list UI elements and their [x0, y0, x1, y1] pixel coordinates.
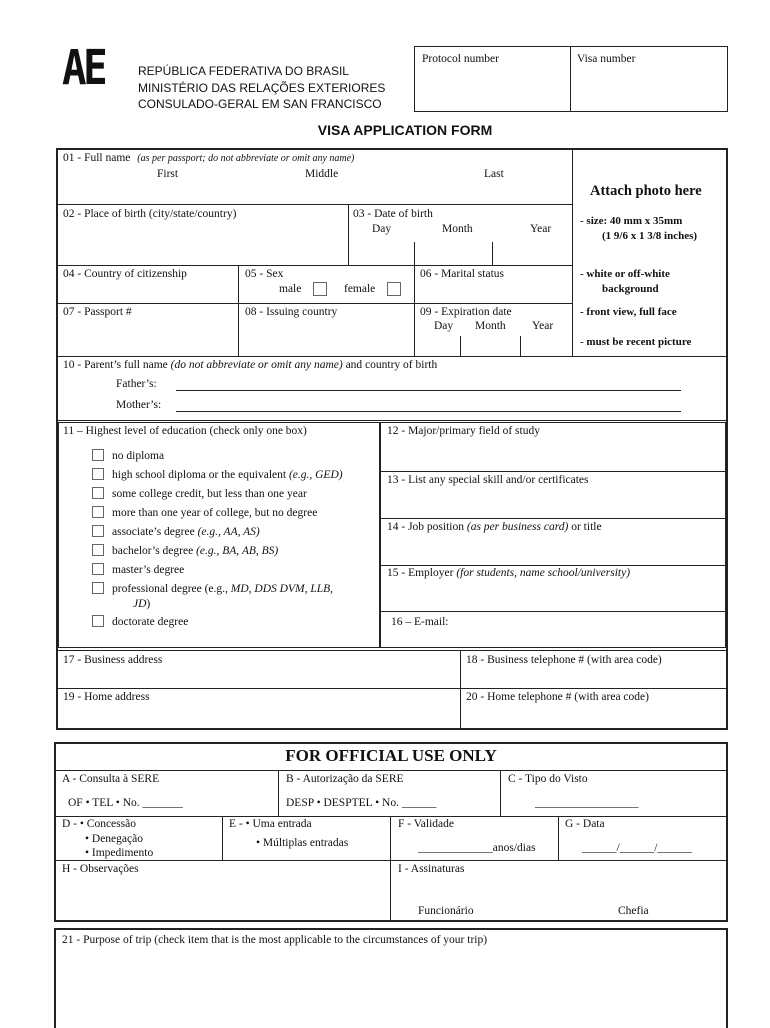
- official-a-options: OF • TEL • No. _______: [68, 797, 183, 809]
- official-i-funcionario: Funcionário: [418, 905, 474, 917]
- edu-checkbox-0[interactable]: [92, 449, 104, 461]
- official-i-label: I - Assinaturas: [398, 863, 465, 875]
- edu-checkbox-3[interactable]: [92, 506, 104, 518]
- field-04-label: 04 - Country of citizenship: [63, 268, 187, 280]
- home-address-input[interactable]: [60, 706, 458, 726]
- edu-option-4: associate’s degree: [112, 526, 198, 538]
- home-phone-input[interactable]: [462, 706, 724, 726]
- official-d-label: D - • Concessão: [62, 818, 136, 830]
- photo-background-2: background: [602, 283, 659, 295]
- field-08-label: 08 - Issuing country: [245, 306, 338, 318]
- major-field-input[interactable]: [382, 440, 724, 470]
- exp-month-label: Month: [475, 320, 506, 332]
- full-name-input[interactable]: [58, 182, 570, 204]
- protocol-number-label: Protocol number: [422, 53, 499, 65]
- mother-name-input[interactable]: [176, 411, 681, 412]
- field-10-note: (do not abbreviate or omit any name): [170, 359, 343, 371]
- dob-day-label: Day: [372, 223, 392, 235]
- photo-front-view: - front view, full face: [580, 306, 677, 318]
- official-c-line: __________________: [535, 797, 639, 809]
- official-d-denegacao: • Denegação: [85, 833, 143, 845]
- edu-option-1-note: (e.g., GED): [288, 469, 343, 481]
- edu-checkbox-6[interactable]: [92, 563, 104, 575]
- business-address-input[interactable]: [60, 668, 458, 688]
- passport-input[interactable]: [60, 322, 236, 355]
- edu-checkbox-5[interactable]: [92, 544, 104, 556]
- field-17-label: 17 - Business address: [63, 654, 163, 666]
- field-01-note: (as per passport; do not abbreviate or omit any name): [137, 153, 355, 164]
- mother-label: Mother’s:: [116, 399, 162, 411]
- issuing-country-input[interactable]: [240, 322, 412, 355]
- skills-input[interactable]: [382, 490, 724, 516]
- consulate-logo: AE: [62, 40, 105, 96]
- edu-checkbox-4[interactable]: [92, 525, 104, 537]
- official-g-line: ______/______/______: [582, 842, 692, 854]
- field-06-label: 06 - Marital status: [420, 268, 504, 280]
- official-d-impedimento: • Impedimento: [85, 847, 154, 859]
- sex-male-label: male: [279, 283, 302, 295]
- photo-size-inches: (1 9/6 x 1 3/8 inches): [602, 230, 698, 242]
- edu-option-7-close: ): [146, 598, 151, 610]
- last-name-label: Last: [484, 168, 504, 180]
- dob-month-label: Month: [442, 223, 473, 235]
- edu-checkbox-2[interactable]: [92, 487, 104, 499]
- edu-option-3: more than one year of college, but no degree: [112, 507, 318, 519]
- field-14-label: 14 - Job position: [387, 521, 467, 533]
- photo-background: - white or off-white: [580, 268, 670, 280]
- field-18-label: 18 - Business telephone # (with area code): [466, 654, 662, 666]
- sex-male-checkbox[interactable]: [313, 282, 327, 296]
- field-15-note: (for students, name school/university): [456, 567, 631, 579]
- form-title: VISA APPLICATION FORM: [317, 122, 493, 138]
- protocol-number-field[interactable]: [416, 70, 568, 110]
- father-name-input[interactable]: [176, 390, 681, 391]
- field-14-note: (as per business card): [466, 521, 569, 533]
- exp-year-label: Year: [532, 320, 554, 332]
- edu-option-4-note: (e.g., AA, AS): [197, 526, 260, 538]
- sex-female-label: female: [344, 283, 376, 295]
- edu-option-7: professional degree (e.g.,: [112, 583, 231, 595]
- edu-option-2: some college credit, but less than one year: [112, 488, 307, 500]
- edu-option-7-note: MD, DDS DVM, LLB,: [230, 583, 334, 595]
- official-b-options: DESP • DESPTEL • No. ______: [286, 797, 437, 809]
- edu-option-0: no diploma: [112, 450, 165, 462]
- field-14-suffix: or title: [568, 521, 602, 533]
- field-15-label: 15 - Employer: [387, 567, 457, 579]
- first-name-label: First: [157, 168, 179, 180]
- field-05-label: 05 - Sex: [245, 268, 284, 280]
- job-position-input[interactable]: [382, 537, 724, 563]
- official-use-title: FOR OFFICIAL USE ONLY: [285, 746, 497, 765]
- edu-option-8: doctorate degree: [112, 616, 189, 628]
- field-07-label: 07 - Passport #: [63, 306, 132, 318]
- middle-name-label: Middle: [305, 168, 339, 180]
- field-03-label: 03 - Date of birth: [353, 208, 433, 220]
- official-e-label: E - • Uma entrada: [229, 818, 312, 830]
- edu-checkbox-7[interactable]: [92, 582, 104, 594]
- header-line-2: MINISTÉRIO DAS RELAÇÕES EXTERIORES: [138, 81, 386, 95]
- date-of-birth-input[interactable]: [350, 240, 570, 264]
- edu-checkbox-8[interactable]: [92, 615, 104, 627]
- citizenship-input[interactable]: [60, 282, 236, 302]
- official-c-label: C - Tipo do Visto: [508, 773, 588, 785]
- official-use-box: [54, 742, 728, 922]
- visa-number-field[interactable]: [572, 70, 726, 110]
- field-11-label: 11 – Highest level of education (check only one box): [63, 425, 307, 437]
- sex-female-checkbox[interactable]: [387, 282, 401, 296]
- edu-option-1: high school diploma or the equivalent: [112, 469, 289, 481]
- edu-checkbox-1[interactable]: [92, 468, 104, 480]
- field-10-suffix: and country of birth: [345, 359, 438, 371]
- photo-recent: - must be recent picture: [580, 336, 692, 348]
- field-09-label: 09 - Expiration date: [420, 306, 512, 318]
- official-a-label: A - Consulta à SERE: [62, 773, 160, 785]
- field-12-label: 12 - Major/primary field of study: [387, 425, 540, 437]
- field-19-label: 19 - Home address: [63, 691, 150, 703]
- photo-size: - size: 40 mm x 35mm: [580, 215, 683, 227]
- official-i-chefia: Chefia: [618, 905, 649, 917]
- exp-day-label: Day: [434, 320, 454, 332]
- header-line-3: CONSULADO-GERAL EM SAN FRANCISCO: [138, 97, 382, 111]
- field-20-label: 20 - Home telephone # (with area code): [466, 691, 649, 703]
- marital-status-input[interactable]: [416, 282, 570, 302]
- employer-input[interactable]: [382, 583, 724, 609]
- official-f-label: F - Validade: [398, 818, 455, 830]
- edu-option-7-jd: JD: [133, 598, 147, 610]
- place-of-birth-input[interactable]: [60, 224, 346, 262]
- field-02-label: 02 - Place of birth (city/state/country): [63, 208, 237, 220]
- expiration-date-input[interactable]: [416, 334, 570, 356]
- dob-year-label: Year: [530, 223, 552, 235]
- photo-title: Attach photo here: [590, 183, 702, 199]
- official-e-multiplas: • Múltiplas entradas: [256, 837, 349, 849]
- edu-option-5: bachelor’s degree: [112, 545, 197, 557]
- edu-option-6: master’s degree: [112, 564, 185, 576]
- official-f-line: _____________anos/dias: [418, 842, 536, 854]
- official-g-label: G - Data: [565, 818, 605, 830]
- official-h-label: H - Observações: [62, 863, 139, 875]
- visa-number-label: Visa number: [577, 53, 636, 65]
- field-13-label: 13 - List any special skill and/or certificates: [387, 474, 589, 486]
- official-b-label: B - Autorização da SERE: [286, 773, 404, 785]
- header-line-1: REPÚBLICA FEDERATIVA DO BRASIL: [138, 64, 349, 78]
- field-01-label: 01 - Full name: [63, 152, 131, 164]
- email-input[interactable]: [460, 614, 722, 642]
- father-label: Father’s:: [116, 378, 157, 390]
- field-10-label: 10 - Parent’s full name: [63, 359, 168, 371]
- field-16-label: 16 – E-mail:: [391, 616, 449, 628]
- edu-option-5-note: (e.g., BA, AB, BS): [196, 545, 279, 557]
- business-phone-input[interactable]: [462, 668, 724, 688]
- field-21-label: 21 - Purpose of trip (check item that is the most applicable to the circumstances of your trip): [62, 934, 488, 946]
